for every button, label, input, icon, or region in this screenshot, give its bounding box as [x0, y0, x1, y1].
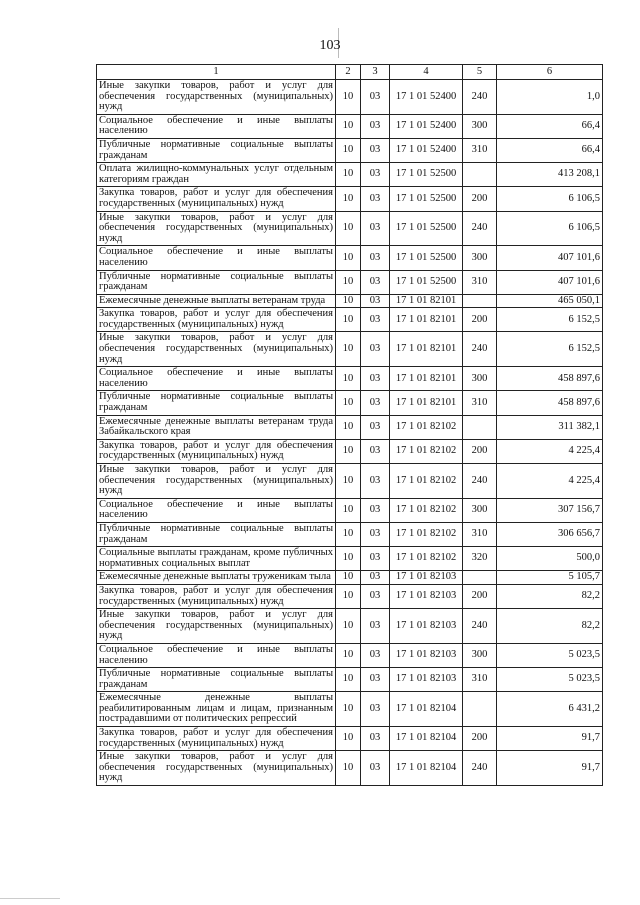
section-code-cell: 10 [336, 211, 361, 246]
amount-cell: 6 106,5 [497, 211, 603, 246]
table-header [97, 65, 603, 80]
amount-cell: 82,2 [497, 609, 603, 644]
subsection-code-cell: 03 [361, 522, 390, 546]
expense-type-code-cell: 240 [463, 332, 497, 367]
section-code-cell: 10 [336, 187, 361, 211]
expense-type-code-cell: 200 [463, 439, 497, 463]
row-name-cell: Ежемесячные денежные выплаты ветеранам труда Забайкальского края [97, 415, 336, 439]
row-name-cell: Ежемесячные денежные выплаты ветеранам труда [97, 294, 336, 308]
amount-cell: 4 225,4 [497, 439, 603, 463]
section-code-cell: 10 [336, 163, 361, 187]
amount-cell: 307 156,7 [497, 498, 603, 522]
row-name-cell: Закупка товаров, работ и услуг для обеспечения государственных (муниципальных) нужд [97, 439, 336, 463]
amount-cell: 91,7 [497, 727, 603, 751]
table-body [97, 80, 603, 786]
column-header-4: 4 [390, 65, 463, 80]
section-code-cell: 10 [336, 270, 361, 294]
target-article-code-cell: 17 1 01 52500 [390, 163, 463, 187]
table-row [97, 367, 603, 391]
expense-type-code-cell: 300 [463, 498, 497, 522]
target-article-code-cell: 17 1 01 52500 [390, 270, 463, 294]
subsection-code-cell: 03 [361, 692, 390, 727]
expense-type-code-cell: 300 [463, 246, 497, 270]
amount-cell: 500,0 [497, 547, 603, 571]
target-article-code-cell: 17 1 01 82101 [390, 332, 463, 367]
subsection-code-cell: 03 [361, 751, 390, 786]
expense-type-code-cell: 240 [463, 751, 497, 786]
amount-cell: 66,4 [497, 114, 603, 138]
target-article-code-cell: 17 1 01 82102 [390, 498, 463, 522]
section-code-cell: 10 [336, 294, 361, 308]
subsection-code-cell: 03 [361, 114, 390, 138]
table-row [97, 187, 603, 211]
scan-edge-mark [0, 898, 60, 899]
table-row [97, 138, 603, 162]
target-article-code-cell: 17 1 01 82104 [390, 692, 463, 727]
section-code-cell: 10 [336, 415, 361, 439]
row-name-cell: Иные закупки товаров, работ и услуг для обеспечения государственных (муниципальных) нужд [97, 464, 336, 499]
expense-type-code-cell: 310 [463, 668, 497, 692]
target-article-code-cell: 17 1 01 52400 [390, 138, 463, 162]
target-article-code-cell: 17 1 01 82103 [390, 643, 463, 667]
subsection-code-cell: 03 [361, 547, 390, 571]
section-code-cell: 10 [336, 308, 361, 332]
amount-cell: 66,4 [497, 138, 603, 162]
subsection-code-cell: 03 [361, 211, 390, 246]
section-code-cell: 10 [336, 609, 361, 644]
amount-cell: 458 897,6 [497, 391, 603, 415]
expense-type-code-cell: 300 [463, 114, 497, 138]
amount-cell: 6 152,5 [497, 332, 603, 367]
table-row [97, 246, 603, 270]
table-row [97, 439, 603, 463]
target-article-code-cell: 17 1 01 82103 [390, 571, 463, 585]
row-name-cell: Закупка товаров, работ и услуг для обеспечения государственных (муниципальных) нужд [97, 584, 336, 608]
subsection-code-cell: 03 [361, 367, 390, 391]
expense-type-code-cell: 200 [463, 308, 497, 332]
row-name-cell: Оплата жилищно-коммунальных услуг отдельным категориям граждан [97, 163, 336, 187]
amount-cell: 407 101,6 [497, 270, 603, 294]
subsection-code-cell: 03 [361, 138, 390, 162]
amount-cell: 465 050,1 [497, 294, 603, 308]
subsection-code-cell: 03 [361, 415, 390, 439]
section-code-cell: 10 [336, 727, 361, 751]
amount-cell: 5 023,5 [497, 643, 603, 667]
table-row [97, 332, 603, 367]
row-name-cell: Социальное обеспечение и иные выплаты населению [97, 114, 336, 138]
section-code-cell: 10 [336, 522, 361, 546]
table-row [97, 80, 603, 115]
table-row [97, 571, 603, 585]
table-row [97, 270, 603, 294]
expense-type-code-cell [463, 692, 497, 727]
amount-cell: 311 382,1 [497, 415, 603, 439]
expense-type-code-cell: 200 [463, 584, 497, 608]
section-code-cell: 10 [336, 80, 361, 115]
row-name-cell: Публичные нормативные социальные выплаты гражданам [97, 522, 336, 546]
target-article-code-cell: 17 1 01 82103 [390, 609, 463, 644]
subsection-code-cell: 03 [361, 498, 390, 522]
amount-cell: 6 431,2 [497, 692, 603, 727]
amount-cell: 1,0 [497, 80, 603, 115]
row-name-cell: Ежемесячные денежные выплаты реабилитированным лицам и лицам, признанным пострадавшими от политических репрессий [97, 692, 336, 727]
subsection-code-cell: 03 [361, 584, 390, 608]
amount-cell: 5 023,5 [497, 668, 603, 692]
column-header-6: 6 [497, 65, 603, 80]
section-code-cell: 10 [336, 138, 361, 162]
expense-type-code-cell [463, 294, 497, 308]
section-code-cell: 10 [336, 751, 361, 786]
amount-cell: 458 897,6 [497, 367, 603, 391]
row-name-cell: Публичные нормативные социальные выплаты гражданам [97, 668, 336, 692]
expense-type-code-cell: 300 [463, 367, 497, 391]
target-article-code-cell: 17 1 01 82101 [390, 308, 463, 332]
page-number: 103 [319, 38, 341, 53]
table-row [97, 727, 603, 751]
table-row [97, 114, 603, 138]
expense-type-code-cell: 300 [463, 643, 497, 667]
target-article-code-cell: 17 1 01 82102 [390, 547, 463, 571]
row-name-cell: Социальное обеспечение и иные выплаты населению [97, 367, 336, 391]
expense-type-code-cell: 310 [463, 270, 497, 294]
table-row [97, 163, 603, 187]
target-article-code-cell: 17 1 01 82103 [390, 584, 463, 608]
expense-type-code-cell: 310 [463, 138, 497, 162]
table-row [97, 308, 603, 332]
table-row [97, 668, 603, 692]
expense-type-code-cell [463, 415, 497, 439]
section-code-cell: 10 [336, 668, 361, 692]
subsection-code-cell: 03 [361, 308, 390, 332]
target-article-code-cell: 17 1 01 82104 [390, 727, 463, 751]
section-code-cell: 10 [336, 547, 361, 571]
target-article-code-cell: 17 1 01 52500 [390, 211, 463, 246]
row-name-cell: Публичные нормативные социальные выплаты гражданам [97, 270, 336, 294]
budget-table [96, 64, 603, 786]
amount-cell: 91,7 [497, 751, 603, 786]
subsection-code-cell: 03 [361, 464, 390, 499]
amount-cell: 4 225,4 [497, 464, 603, 499]
column-header-1: 1 [97, 65, 336, 80]
subsection-code-cell: 03 [361, 187, 390, 211]
row-name-cell: Социальное обеспечение и иные выплаты населению [97, 246, 336, 270]
expense-type-code-cell: 320 [463, 547, 497, 571]
target-article-code-cell: 17 1 01 52500 [390, 246, 463, 270]
target-article-code-cell: 17 1 01 82102 [390, 464, 463, 499]
section-code-cell: 10 [336, 332, 361, 367]
row-name-cell: Иные закупки товаров, работ и услуг для обеспечения государственных (муниципальных) нужд [97, 609, 336, 644]
subsection-code-cell: 03 [361, 571, 390, 585]
section-code-cell: 10 [336, 643, 361, 667]
table-row [97, 643, 603, 667]
amount-cell: 407 101,6 [497, 246, 603, 270]
header-row [97, 65, 603, 80]
subsection-code-cell: 03 [361, 246, 390, 270]
table-row [97, 584, 603, 608]
subsection-code-cell: 03 [361, 609, 390, 644]
expense-type-code-cell: 310 [463, 391, 497, 415]
expense-type-code-cell: 200 [463, 727, 497, 751]
table-row [97, 751, 603, 786]
subsection-code-cell: 03 [361, 439, 390, 463]
target-article-code-cell: 17 1 01 82103 [390, 668, 463, 692]
section-code-cell: 10 [336, 464, 361, 499]
row-name-cell: Закупка товаров, работ и услуг для обеспечения государственных (муниципальных) нужд [97, 308, 336, 332]
amount-cell: 6 152,5 [497, 308, 603, 332]
subsection-code-cell: 03 [361, 332, 390, 367]
row-name-cell: Социальные выплаты гражданам, кроме публичных нормативных социальных выплат [97, 547, 336, 571]
expense-type-code-cell [463, 571, 497, 585]
target-article-code-cell: 17 1 01 82104 [390, 751, 463, 786]
amount-cell: 6 106,5 [497, 187, 603, 211]
target-article-code-cell: 17 1 01 82101 [390, 294, 463, 308]
section-code-cell: 10 [336, 114, 361, 138]
amount-cell: 413 208,1 [497, 163, 603, 187]
subsection-code-cell: 03 [361, 727, 390, 751]
expense-type-code-cell: 240 [463, 464, 497, 499]
target-article-code-cell: 17 1 01 52500 [390, 187, 463, 211]
table-row [97, 294, 603, 308]
subsection-code-cell: 03 [361, 270, 390, 294]
table-row [97, 415, 603, 439]
table-row [97, 522, 603, 546]
expense-type-code-cell: 200 [463, 187, 497, 211]
table-row [97, 391, 603, 415]
column-header-5: 5 [463, 65, 497, 80]
expense-type-code-cell: 240 [463, 211, 497, 246]
target-article-code-cell: 17 1 01 52400 [390, 114, 463, 138]
table-row [97, 547, 603, 571]
subsection-code-cell: 03 [361, 391, 390, 415]
table-row [97, 692, 603, 727]
subsection-code-cell: 03 [361, 643, 390, 667]
subsection-code-cell: 03 [361, 294, 390, 308]
table-row [97, 498, 603, 522]
amount-cell: 306 656,7 [497, 522, 603, 546]
target-article-code-cell: 17 1 01 82101 [390, 391, 463, 415]
section-code-cell: 10 [336, 584, 361, 608]
section-code-cell: 10 [336, 246, 361, 270]
expense-type-code-cell: 310 [463, 522, 497, 546]
row-name-cell: Ежемесячные денежные выплаты труженикам тыла [97, 571, 336, 585]
table-row [97, 211, 603, 246]
row-name-cell: Закупка товаров, работ и услуг для обеспечения государственных (муниципальных) нужд [97, 187, 336, 211]
row-name-cell: Публичные нормативные социальные выплаты гражданам [97, 391, 336, 415]
subsection-code-cell: 03 [361, 163, 390, 187]
column-header-2: 2 [336, 65, 361, 80]
expense-type-code-cell: 240 [463, 80, 497, 115]
target-article-code-cell: 17 1 01 52400 [390, 80, 463, 115]
section-code-cell: 10 [336, 391, 361, 415]
amount-cell: 5 105,7 [497, 571, 603, 585]
row-name-cell: Иные закупки товаров, работ и услуг для обеспечения государственных (муниципальных) нужд [97, 80, 336, 115]
table-row [97, 464, 603, 499]
column-header-3: 3 [361, 65, 390, 80]
section-code-cell: 10 [336, 439, 361, 463]
row-name-cell: Социальное обеспечение и иные выплаты населению [97, 498, 336, 522]
target-article-code-cell: 17 1 01 82102 [390, 439, 463, 463]
expense-type-code-cell: 240 [463, 609, 497, 644]
section-code-cell: 10 [336, 498, 361, 522]
target-article-code-cell: 17 1 01 82102 [390, 522, 463, 546]
row-name-cell: Иные закупки товаров, работ и услуг для обеспечения государственных (муниципальных) нужд [97, 332, 336, 367]
subsection-code-cell: 03 [361, 668, 390, 692]
subsection-code-cell: 03 [361, 80, 390, 115]
section-code-cell: 10 [336, 571, 361, 585]
row-name-cell: Социальное обеспечение и иные выплаты населению [97, 643, 336, 667]
section-code-cell: 10 [336, 367, 361, 391]
section-code-cell: 10 [336, 692, 361, 727]
row-name-cell: Иные закупки товаров, работ и услуг для обеспечения государственных (муниципальных) нужд [97, 211, 336, 246]
row-name-cell: Иные закупки товаров, работ и услуг для обеспечения государственных (муниципальных) нужд [97, 751, 336, 786]
target-article-code-cell: 17 1 01 82101 [390, 367, 463, 391]
table-row [97, 609, 603, 644]
row-name-cell: Публичные нормативные социальные выплаты гражданам [97, 138, 336, 162]
amount-cell: 82,2 [497, 584, 603, 608]
row-name-cell: Закупка товаров, работ и услуг для обеспечения государственных (муниципальных) нужд [97, 727, 336, 751]
target-article-code-cell: 17 1 01 82102 [390, 415, 463, 439]
expense-type-code-cell [463, 163, 497, 187]
